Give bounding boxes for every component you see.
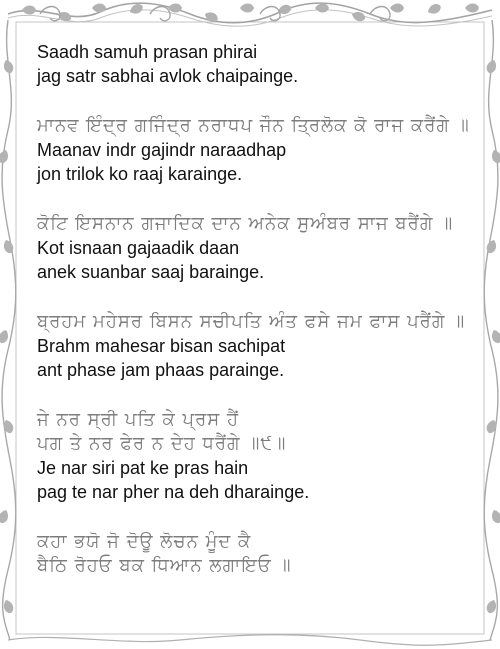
translit-line: Saadh samuh prasan phirai bbox=[37, 42, 258, 62]
gurmukhi-line: ਜੇ ਨਰ ਸ੍ਰੀ ਪਤਿ ਕੇ ਪ੍ਰਸ ਹੈਂ bbox=[37, 409, 240, 430]
gurmukhi-line: ਬੈਠਿ ਰੋਹਓ ਬਕ ਧਿਆਨ ਲਗਾਇਓ ॥ bbox=[37, 555, 292, 576]
gurmukhi-line: ਬ੍ਰਹਮ ਮਹੇਸਰ ਬਿਸਨ ਸਚੀਪਤਿ ਅੰਤ ਫਸੇ ਜਮ ਫਾਸ ਪਰੈਂਗੇ ॥ bbox=[37, 311, 466, 332]
translit-line: jag satr sabhai avlok chaipainge. bbox=[37, 66, 299, 86]
gurmukhi-line: ਕਹਾ ਭਯੋ ਜੋ ਦੋਊ ਲੋਚਨ ਮੂੰਦ ਕੈ bbox=[37, 531, 252, 552]
gurmukhi-line: ਕੋਟਿ ਇਸਨਾਨ ਗਜਾਦਿਕ ਦਾਨ ਅਨੇਕ ਸੁਅੰਬਰ ਸਾਜ ਬਰੈਂਗੇ ॥ bbox=[37, 213, 454, 234]
translit-line: pag te nar pher na deh dharainge. bbox=[37, 482, 310, 502]
translit-line: Brahm mahesar bisan sachipat bbox=[37, 336, 286, 356]
translit-line: ant phase jam phaas parainge. bbox=[37, 360, 285, 380]
translit-line: jon trilok ko raaj karainge. bbox=[37, 164, 243, 184]
translit-line: Kot isnaan gajaadik daan bbox=[37, 238, 240, 258]
translit-line: Je nar siri pat ke pras hain bbox=[37, 458, 249, 478]
translit-line: anek suanbar saaj barainge. bbox=[37, 262, 265, 282]
translit-line: Maanav indr gajindr naraadhap bbox=[37, 140, 287, 160]
verse-content bbox=[37, 40, 477, 578]
gurmukhi-line: ਪਗ ਤੇ ਨਰ ਫੇਰ ਨ ਦੇਹ ਧਰੈਂਗੇ ॥੯॥ bbox=[37, 433, 287, 454]
gurmukhi-line: ਮਾਨਵ ਇੰਦ੍ਰ ਗਜਿੰਦ੍ਰ ਨਰਾਧਪ ਜੌਨ ਤ੍ਰਿਲੋਕ ਕੋ ਰਾਜ ਕਰੈਂਗੇ ॥ bbox=[37, 115, 470, 136]
